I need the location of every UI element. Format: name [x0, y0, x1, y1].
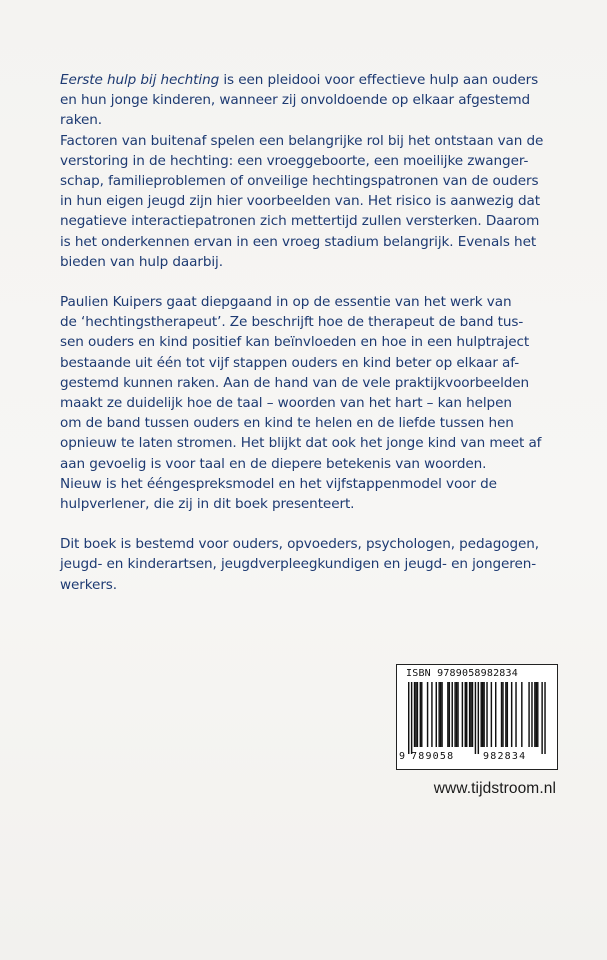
text-line: Nieuw is het ééngespreksmodel en het vijfstappenmodel voor de — [60, 475, 497, 492]
text-line: opnieuw te laten stromen. Het blijkt dat ook het jonge kind van meet af — [60, 435, 542, 452]
text-line: negatieve interactiepatronen zich mettertijd zullen versterken. Daarom — [60, 213, 540, 230]
barcode-bar — [457, 682, 458, 747]
barcode-bar — [438, 682, 439, 747]
text-line: bieden van hulp daarbij. — [60, 253, 223, 270]
text-line: is een pleidooi voor effectieve hulp aan ouders — [219, 72, 539, 88]
barcode-guard-bar — [411, 682, 412, 754]
paragraph-intro — [60, 70, 560, 272]
barcode-bar — [431, 682, 432, 747]
barcode-bar — [465, 682, 466, 747]
barcode-bar — [469, 682, 470, 747]
barcode-bar — [505, 682, 506, 747]
barcode-bar — [414, 682, 415, 747]
text-line: schap, familieproblemen of onveilige hechtingspatronen van de ouders — [60, 173, 539, 190]
text-line: verstoring in de hechting: een vroeggeboorte, een moeilijke zwanger- — [60, 152, 529, 169]
isbn-barcode — [396, 664, 558, 770]
barcode-lead-digit: 9 — [399, 751, 406, 762]
barcode-bar — [441, 682, 442, 747]
barcode-guard-bar — [408, 682, 409, 754]
barcode-bar — [507, 682, 508, 747]
barcode-bar — [491, 682, 492, 747]
barcode-bar — [417, 682, 418, 747]
barcode-bar — [515, 682, 516, 747]
paragraph-spacer — [60, 514, 560, 534]
text-line: raken. — [60, 112, 103, 129]
text-line: maakt ze duidelijk hoe de taal – woorden van het hart – kan helpen — [60, 395, 512, 412]
text-line: jeugd- en kinderartsen, jeugdverpleegkundigen en jeugd- en jongeren- — [60, 556, 537, 573]
text-line: en hun jonge kinderen, wanneer zij onvoldoende op elkaar afgestemd — [60, 92, 531, 109]
barcode-bar — [521, 682, 522, 747]
barcode-bar — [536, 682, 537, 747]
barcode-bar — [534, 682, 535, 747]
book-title-italic: Eerste hulp bij hechting — [60, 72, 220, 88]
barcode-bar — [449, 682, 450, 747]
barcode-bar — [502, 682, 503, 747]
isbn-label: ISBN 9789058982834 — [406, 668, 518, 679]
barcode-bar — [427, 682, 428, 747]
paragraph-spacer — [60, 272, 560, 292]
barcode-bar — [511, 682, 512, 747]
text-line: bestaande uit één tot vijf stappen ouders en kind beter op elkaar af- — [60, 354, 520, 371]
text-line: Factoren van buitenaf spelen een belangrijke rol bij het ontstaan van de — [60, 132, 544, 149]
barcode-bar — [462, 682, 463, 747]
back-cover-description — [60, 70, 560, 595]
barcode-guard-bar — [475, 682, 476, 754]
barcode-bar — [495, 682, 496, 747]
barcode-digits — [397, 751, 557, 765]
text-line: om de band tussen ouders en kind te helen en de liefde tussen hen — [60, 415, 514, 432]
barcode-bar — [420, 682, 421, 747]
text-line: sen ouders en kind positief kan beïnvloeden en hoe in een hulptraject — [60, 334, 530, 351]
barcode-bar — [531, 682, 532, 747]
publisher-website: www.tijdstroom.nl — [433, 780, 556, 797]
barcode-bar — [454, 682, 455, 747]
paragraph-author — [60, 292, 560, 514]
barcode-bar — [421, 682, 422, 747]
text-line: Dit boek is bestemd voor ouders, opvoeders, psychologen, pedagogen, — [60, 536, 539, 553]
text-line: hulpverlener, die zij in dit boek presenteert. — [60, 496, 355, 513]
barcode-bar — [483, 682, 484, 747]
paragraph-audience — [60, 534, 560, 595]
barcode-bar — [481, 682, 482, 747]
barcode-guard-bar — [541, 682, 542, 754]
barcode-bar — [452, 682, 453, 747]
text-line: is het onderkennen ervan in een vroeg stadium belangrijk. Evenals het — [60, 233, 537, 250]
barcode-bar — [440, 682, 441, 747]
barcode-bar — [537, 682, 538, 747]
barcode-bar — [528, 682, 529, 747]
text-line: Paulien Kuipers gaat diepgaand in op de essentie van het werk van — [60, 294, 512, 311]
barcode-guard-bar — [478, 682, 479, 754]
barcode-bar — [472, 682, 473, 747]
barcode-bar — [436, 682, 437, 747]
barcode-bar — [447, 682, 448, 747]
barcode-bar — [501, 682, 502, 747]
barcode-bar — [415, 682, 416, 747]
text-line: in hun eigen jeugd zijn hier voorbeelden van. Het risico is aanwezig dat — [60, 193, 540, 210]
barcode-digit-group-right: 982834 — [483, 751, 527, 762]
barcode-bar — [470, 682, 471, 747]
text-line: de ‘hechtingstherapeut’. Ze beschrijft hoe de therapeut de band tus- — [60, 314, 524, 331]
barcode-bar — [466, 682, 467, 747]
barcode-bar — [482, 682, 483, 747]
barcode-bar — [456, 682, 457, 747]
text-line: werkers. — [60, 576, 118, 593]
text-line: aan gevoelig is voor taal en de diepere betekenis van woorden. — [60, 455, 487, 472]
text-line: gestemd kunnen raken. Aan de hand van de vele praktijkvoorbeelden — [60, 374, 530, 391]
barcode-digit-group-left: 789058 — [411, 751, 455, 762]
barcode-guard-bar — [544, 682, 545, 754]
barcode-bar — [486, 682, 487, 747]
